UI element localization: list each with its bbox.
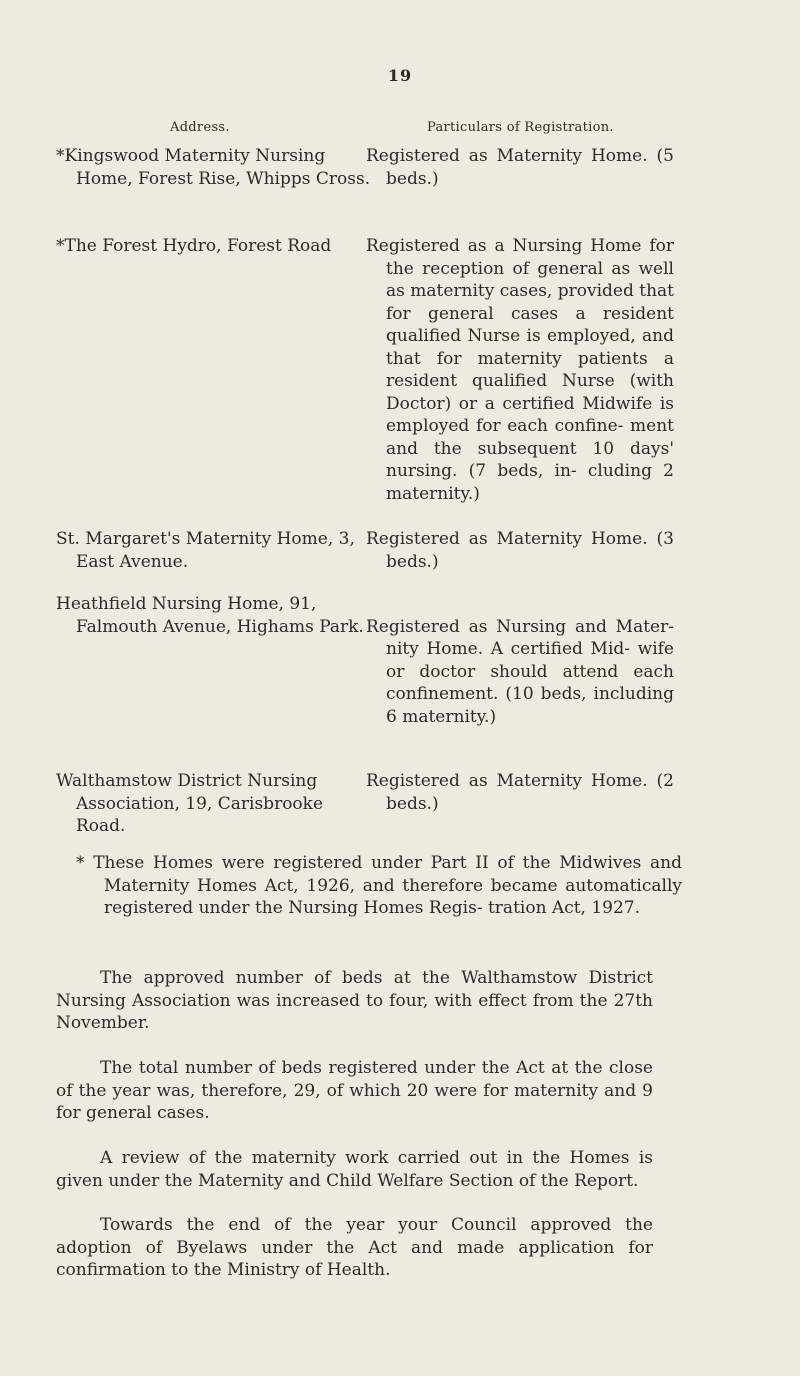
- body-paragraph: Towards the end of the year your Council approved the adoption of Byelaws under the Act and made application for confirmation to the Ministry of Health.: [56, 1215, 653, 1280]
- entry-particulars: Registered as Maternity Home. (2 beds.): [366, 771, 674, 814]
- entry-address: St. Margaret's Maternity Home, 3, East Avenue.: [56, 529, 355, 572]
- entry-address: *Kingswood Maternity Nursing Home, Forest Rise, Whipps Cross.: [56, 146, 371, 189]
- body-paragraph: A review of the maternity work carried out in the Homes is given under the Maternity and Child Welfare Section of the Report.: [56, 1148, 653, 1191]
- entry-address: Heathfield Nursing Home, 91, Falmouth Avenue, Highams Park.: [56, 594, 364, 637]
- body-paragraph: The approved number of beds at the Walthamstow District Nursing Association was increased to four, with effect from the 27th November.: [56, 968, 653, 1033]
- entry-address: *The Forest Hydro, Forest Road: [56, 236, 332, 256]
- entry-particulars: Registered as a Nursing Home for the reception of general as well as maternity cases, provided that for general cases a resident qualified Nurse is employed, and that for maternity patients a resident qualified Nurse (with Doctor) or a certified Midwife is employed for each confine- ment and the subsequent 10 days' nursing. (7 beds, in- cluding 2 maternity.): [366, 236, 674, 504]
- footnote: * These Homes were registered under Part II of the Midwives and Maternity Homes Act, 1926, and therefore became automatically registered under the Nursing Homes Regis- tration Act, 1927.: [76, 853, 682, 918]
- address-column-heading: Address.: [170, 120, 230, 135]
- page-number: 19: [387, 66, 413, 85]
- entry-address: Walthamstow District Nursing Association, 19, Carisbrooke Road.: [56, 771, 324, 836]
- entry-particulars: Registered as Nursing and Mater- nity Home. A certified Mid- wife or doctor should attend each confinement. (10 beds, including 6 maternity.): [366, 616, 674, 727]
- entry-particulars: Registered as Maternity Home. (3 beds.): [366, 529, 674, 572]
- entry-particulars: Registered as Maternity Home. (5 beds.): [366, 146, 674, 189]
- body-paragraph: The total number of beds registered under the Act at the close of the year was, therefore, 29, of which 20 were for maternity and 9 for general cases.: [56, 1058, 653, 1123]
- particulars-column-heading: Particulars of Registration.: [427, 120, 614, 135]
